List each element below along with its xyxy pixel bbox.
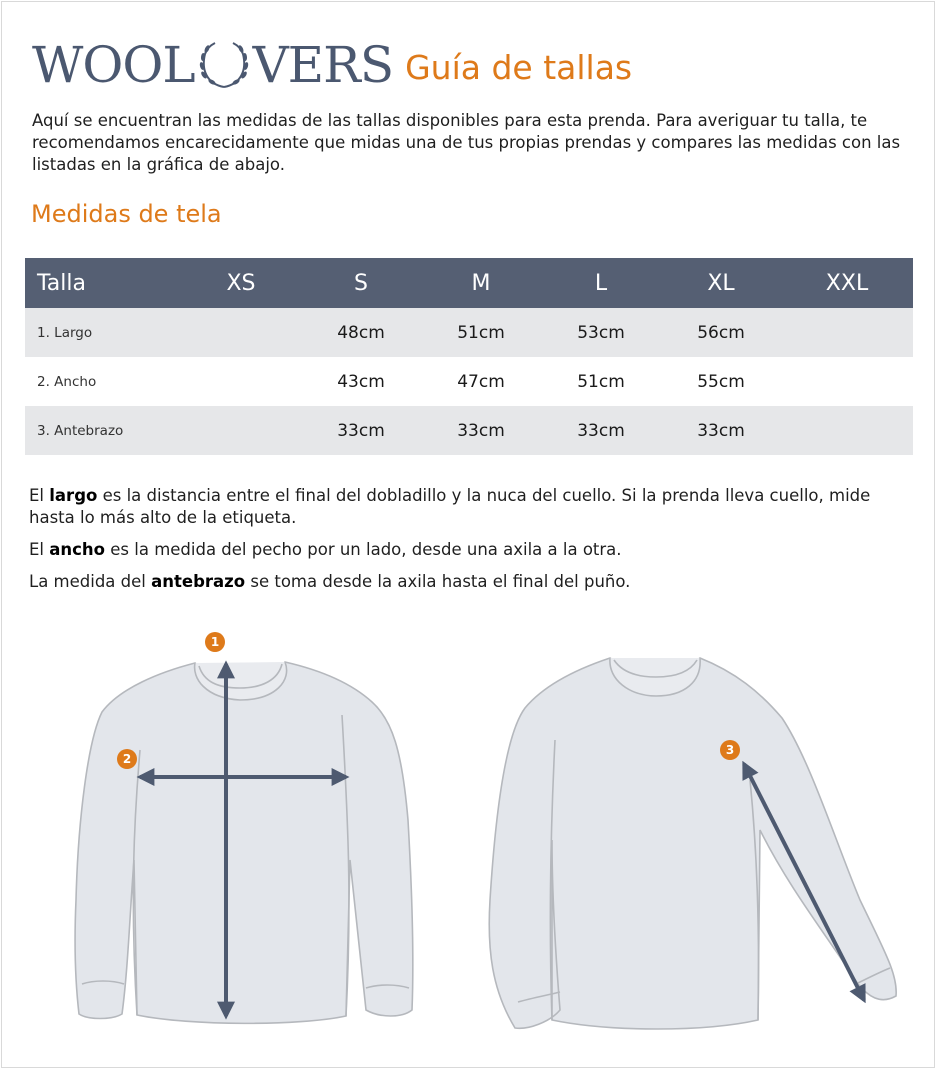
marker-3-label: 3 <box>725 743 735 757</box>
size-header: XXL <box>825 270 869 296</box>
largo-description <box>29 485 909 529</box>
desc-term: largo <box>49 486 98 505</box>
table-cell: 33cm <box>541 406 661 455</box>
table-row <box>25 357 913 406</box>
desc-text: es la distancia entre el final del dobladillo y la nuca del cuello. Si la prenda lleva cuello, mide hasta lo más alto de la etiqueta. <box>29 486 871 527</box>
page-header <box>32 34 633 94</box>
table-cell <box>781 308 913 357</box>
table-header-label: Talla <box>37 270 86 296</box>
marker-1-label: 1 <box>210 635 220 649</box>
table-row <box>25 308 913 357</box>
table-cell: 51cm <box>577 371 625 392</box>
marker-2-label: 2 <box>122 752 132 766</box>
front-sweater-drawing <box>75 662 413 1023</box>
table-cell: 43cm <box>337 371 385 392</box>
wreath-o-icon <box>195 40 253 90</box>
row-label: 2. Ancho <box>37 373 97 390</box>
table-header-row <box>25 258 913 308</box>
table-cell: 33cm <box>661 406 781 455</box>
woolovers-logo <box>32 36 394 94</box>
table-cell: 53cm <box>541 308 661 357</box>
table-cell: 33cm <box>421 406 541 455</box>
logo-text-right: VERS <box>252 36 394 94</box>
back-sweater-drawing <box>489 658 896 1029</box>
table-row <box>25 406 913 455</box>
ancho-description <box>29 539 909 561</box>
table-cell <box>781 357 913 406</box>
desc-term: ancho <box>49 540 106 559</box>
table-cell: 56cm <box>661 308 781 357</box>
table-cell: 55cm <box>697 371 745 392</box>
size-header: S <box>354 270 368 296</box>
marker-2-badge <box>117 749 137 769</box>
table-cell <box>181 406 301 455</box>
table-cell: 47cm <box>457 371 505 392</box>
logo-text-left: WOOL <box>32 36 195 94</box>
size-header: L <box>594 270 608 296</box>
page-title: Guía de tallas <box>405 48 633 87</box>
marker-1-badge <box>205 632 225 652</box>
desc-text: se toma desde la axila hasta el final del puño. <box>245 572 631 591</box>
desc-text: La medida del <box>29 572 152 591</box>
size-table <box>25 258 913 455</box>
section-title: Medidas de tela <box>31 200 222 228</box>
size-header: XS <box>226 270 256 296</box>
table-cell <box>181 308 301 357</box>
table-cell: 51cm <box>421 308 541 357</box>
table-cell <box>181 357 301 406</box>
size-header: M <box>471 270 491 296</box>
desc-text: El <box>29 540 50 559</box>
table-cell <box>781 406 913 455</box>
garment-illustration <box>0 600 936 1069</box>
marker-3-badge <box>720 740 740 760</box>
antebrazo-description <box>29 571 909 593</box>
size-header: XL <box>707 270 735 296</box>
row-label: 3. Antebrazo <box>25 406 181 455</box>
table-cell: 48cm <box>301 308 421 357</box>
desc-text: El <box>29 486 50 505</box>
desc-text: es la medida del pecho por un lado, desde una axila a la otra. <box>105 540 622 559</box>
desc-term: antebrazo <box>151 572 246 591</box>
table-cell: 33cm <box>301 406 421 455</box>
row-label: 1. Largo <box>25 308 181 357</box>
intro-text: Aquí se encuentran las medidas de las tallas disponibles para esta prenda. Para averiguar tu talla, te recomendamos encarecidamente que midas una de tus propias prendas y compares las medidas con las listadas en la gráfica de abajo. <box>32 111 901 174</box>
